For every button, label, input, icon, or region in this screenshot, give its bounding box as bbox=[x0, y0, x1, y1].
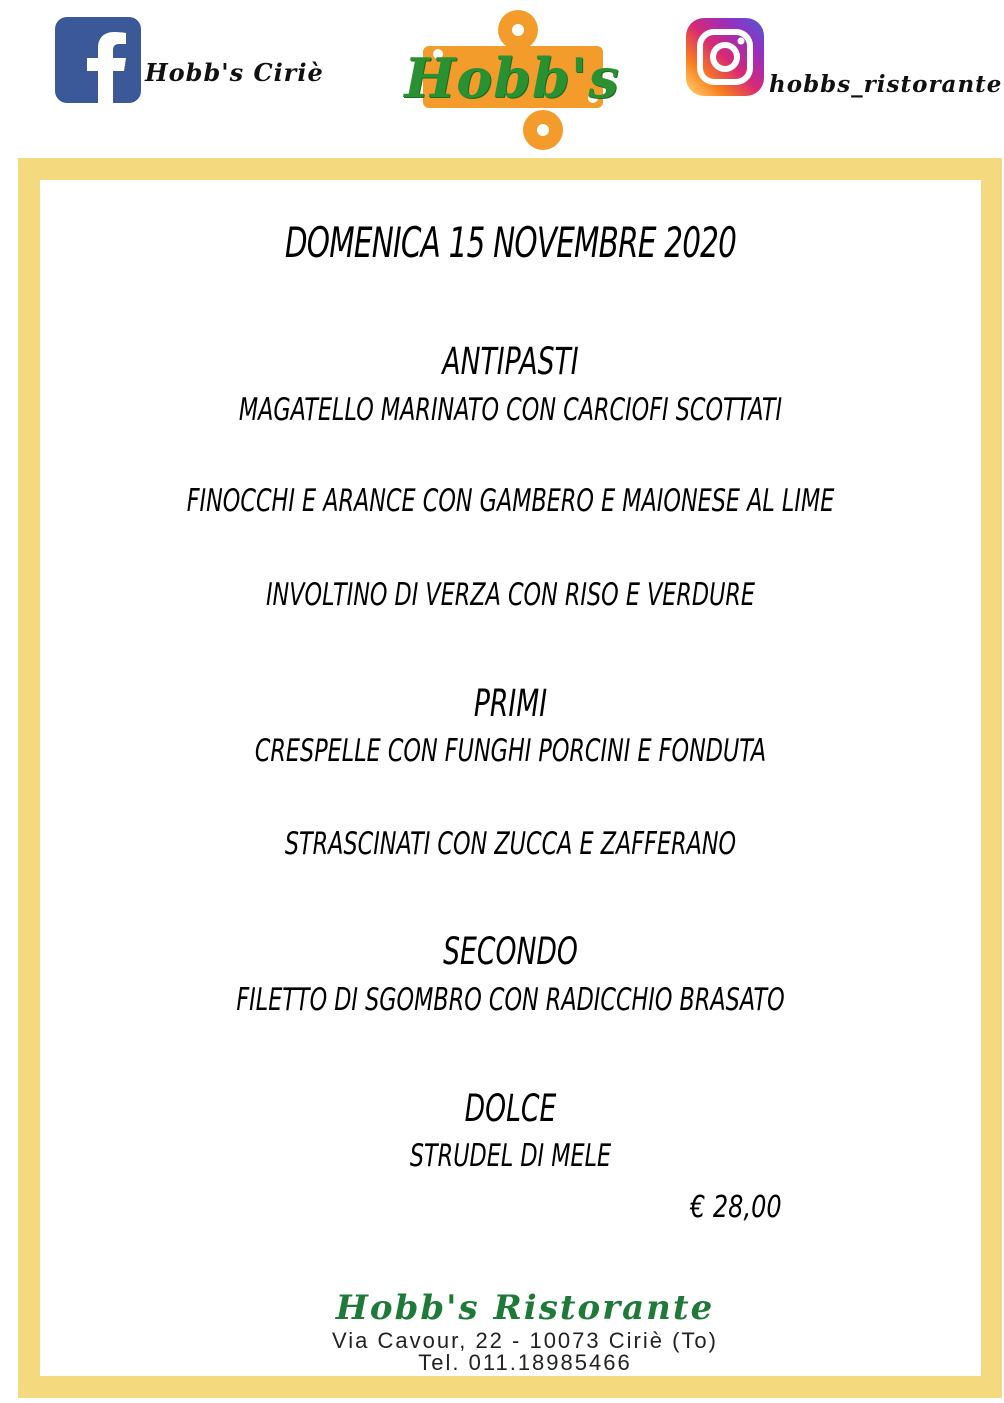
logo-text: Hobb's bbox=[404, 46, 620, 110]
instagram-icon[interactable] bbox=[686, 18, 764, 96]
instagram-handle-label[interactable]: hobbs_ristorante bbox=[769, 71, 1003, 98]
section-title-antipasti: ANTIPASTI bbox=[442, 340, 579, 383]
hobbs-logo bbox=[403, 8, 621, 153]
menu-card bbox=[40, 180, 981, 1376]
dish-item: MAGATELLO MARINATO CON CARCIOFI SCOTTATI bbox=[238, 392, 783, 428]
facebook-page-label[interactable]: Hobb's Ciriè bbox=[145, 58, 324, 87]
section-title-dolce: DOLCE bbox=[464, 1087, 557, 1130]
dish-item: INVOLTINO DI VERZA CON RISO E VERDURE bbox=[265, 577, 756, 613]
dish-item: FINOCCHI E ARANCE CON GAMBERO E MAIONESE AL LIME bbox=[186, 483, 835, 519]
dish-item: STRASCINATI CON ZUCCA E ZAFFERANO bbox=[284, 826, 737, 862]
dish-item: CRESPELLE CON FUNGHI PORCINI E FONDUTA bbox=[254, 733, 767, 769]
restaurant-footer bbox=[185, 1280, 865, 1375]
menu-date: DOMENICA 15 NOVEMBRE 2020 bbox=[284, 218, 737, 267]
restaurant-name: Hobb's Ristorante bbox=[335, 1288, 715, 1328]
dish-item: STRUDEL DI MELE bbox=[409, 1138, 612, 1174]
menu-price: € 28,00 bbox=[690, 1190, 782, 1225]
restaurant-phone: Tel. 011.18985466 bbox=[418, 1350, 632, 1375]
dish-item: FILETTO DI SGOMBRO CON RADICCHIO BRASATO bbox=[236, 982, 785, 1018]
facebook-icon[interactable] bbox=[55, 17, 141, 103]
restaurant-address: Via Cavour, 22 - 10073 Ciriè (To) bbox=[332, 1328, 718, 1353]
menu-frame bbox=[18, 158, 1002, 1398]
section-title-secondo: SECONDO bbox=[443, 930, 578, 973]
header bbox=[18, 8, 1002, 158]
section-title-primi: PRIMI bbox=[473, 682, 548, 725]
